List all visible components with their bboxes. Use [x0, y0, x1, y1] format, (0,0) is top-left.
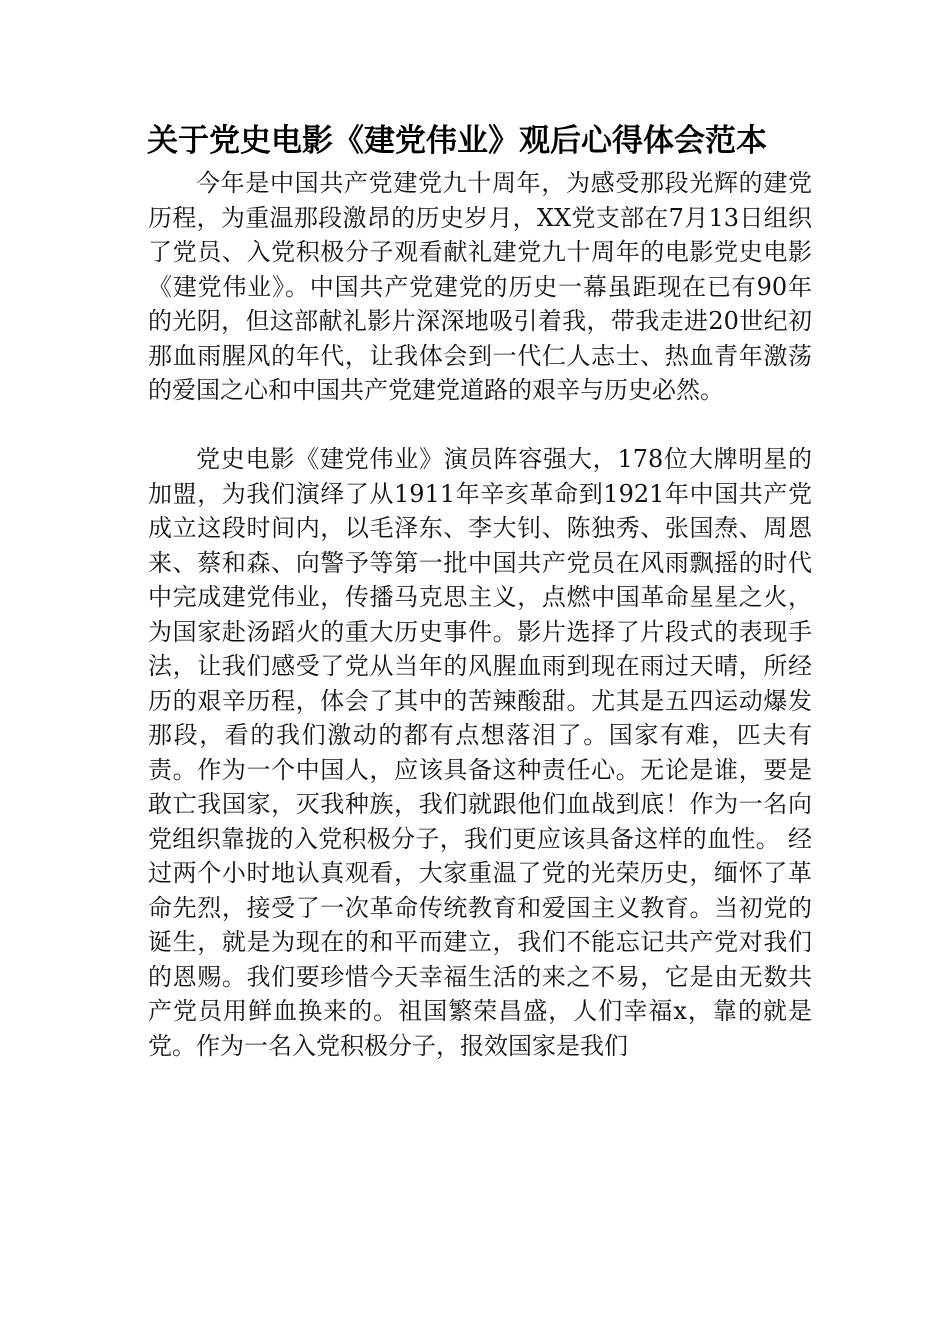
document-body — [148, 166, 812, 1063]
paragraph-1: 今年是中国共产党建党九十周年，为感受那段光辉的建党历程，为重温那段激昂的历史岁月，XX党支部在7月13日组织了党员、入党积极分子观看献礼建党九十周年的电影党史电影《建党伟业》。中国共产党建党的历史一幕虽距现在已有90年的光阴，但这部献礼影片深深地吸引着我，带我走进20世纪初那血雨腥风的年代，让我体会到一代仁人志士、热血青年激荡的爱国之心和中国共产党建党道路的艰辛与历史必然。 — [148, 169, 812, 404]
document-title: 关于党史电影《建党伟业》观后心得体会范本 — [147, 123, 767, 159]
paragraph-spacer — [148, 408, 812, 443]
paragraph-2: 党史电影《建党伟业》演员阵容强大，178位大牌明星的加盟，为我们演绎了从1911年辛亥革命到1921年中国共产党成立这段时间内，以毛泽东、李大钊、陈独秀、张国焘、周恩来、蔡和森、向警予等第一批中国共产党员在风雨飘摇的时代中完成建党伟业，传播马克思主义，点燃中国革命星星之火，为国家赴汤蹈火的重大历史事件。影片选择了片段式的表现手法，让我们感受了党从当年的风腥血雨到现在雨过天晴，所经历的艰辛历程，体会了其中的苦辣酸甜。尤其是五四运动爆发那段，看的我们激动的都有点想落泪了。国家有难，匹夫有责。作为一个中国人，应该具备这种责任心。无论是谁，要是敢亡我国家，灭我种族，我们就跟他们血战到底！作为一名向党组织靠拢的入党积极分子，我们更应该具备这样的血性。 经过两个小时地认真观看，大家重温了党的光荣历史，缅怀了革命先烈，接受了一次革命传统教育和爱国主义教育。当初党的诞生，就是为现在的和平而建立，我们不能忘记共产党对我们的恩赐。我们要珍惜今天幸福生活的来之不易，它是由无数共产党员用鲜血换来的。祖国繁荣昌盛，人们幸福x，靠的就是党。作为一名入党积极分子，报效国家是我们 — [148, 445, 812, 1060]
